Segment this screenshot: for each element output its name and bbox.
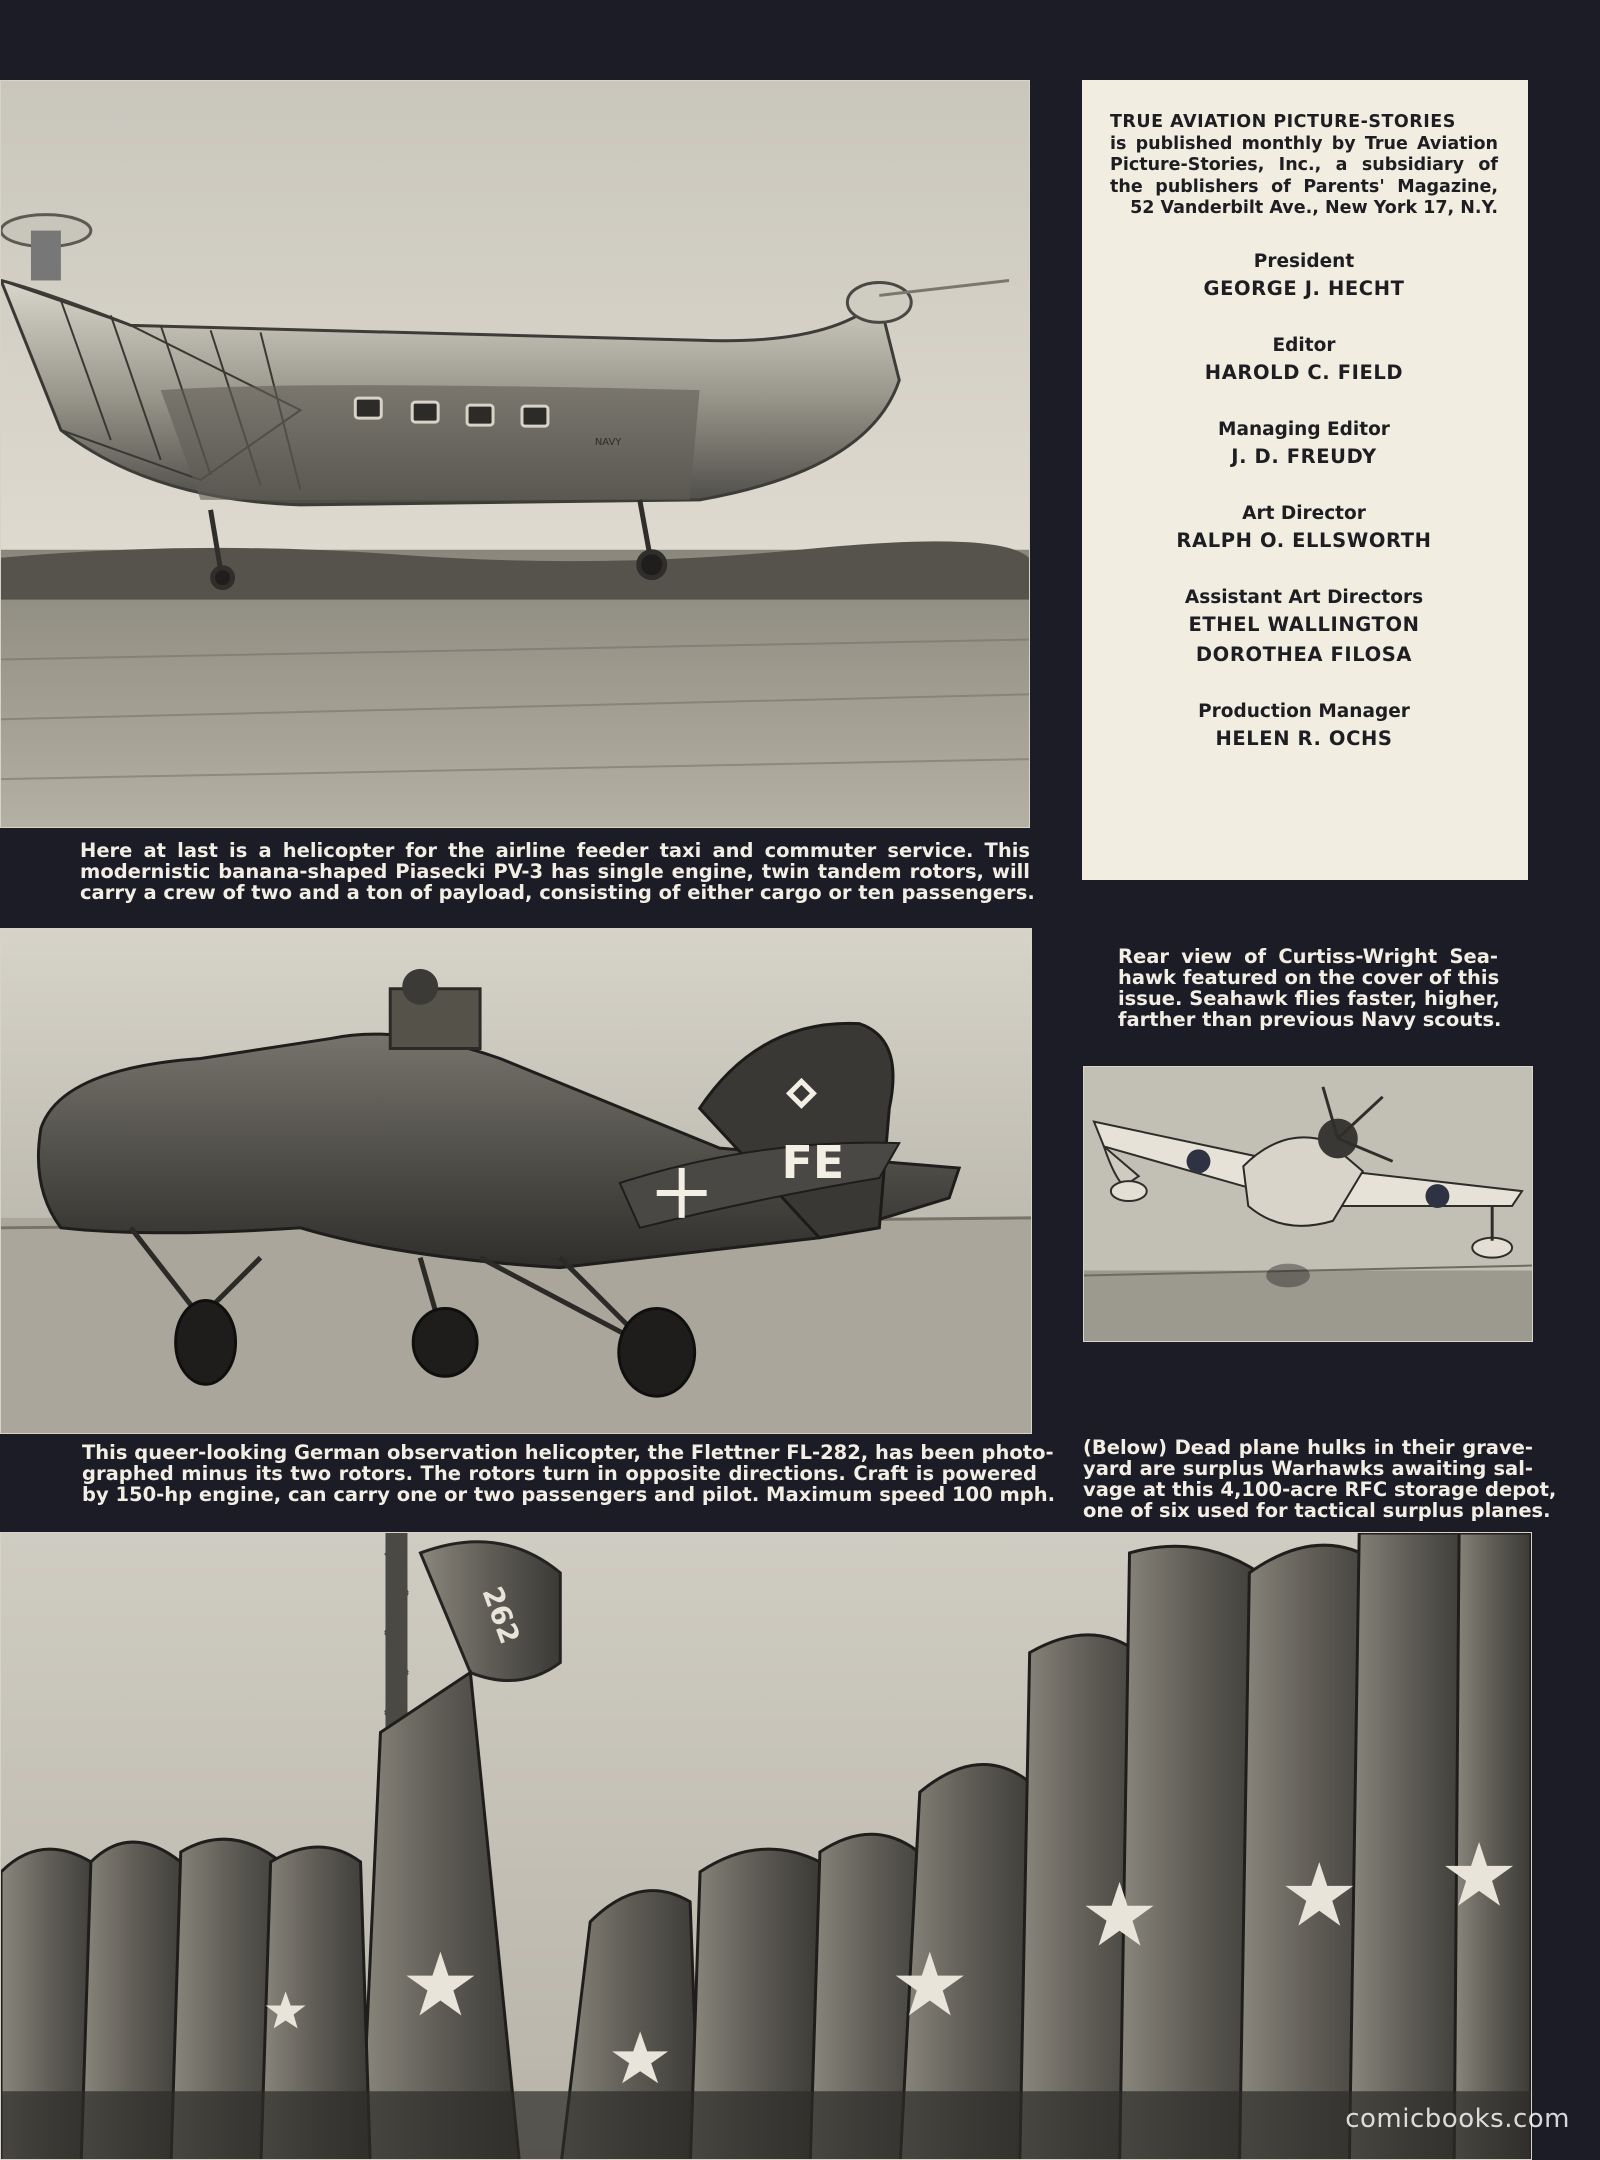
- publisher-address: 52 Vanderbilt Ave., New York 17, N.Y.: [1130, 198, 1498, 218]
- staff-role: Editor: [1272, 334, 1336, 356]
- caption-line: yard are surplus Warhawks awaiting sal-: [1083, 1457, 1533, 1480]
- warhawks-caption: [1083, 1436, 1557, 1522]
- staff-managing-editor: [1110, 418, 1498, 472]
- caption-line: Rear view of Curtiss-Wright Sea-: [1118, 945, 1498, 968]
- caption-line: This queer-looking German observation helicopter, the Flettner FL-282, has been photo-: [82, 1441, 1054, 1464]
- staff-role: Art Director: [1242, 502, 1366, 524]
- curtiss-seahawk-photo: [1083, 1066, 1533, 1342]
- piasecki-caption: [80, 839, 1035, 904]
- publisher-line: Picture-Stories, Inc., a subsidiary of: [1110, 155, 1498, 175]
- staff-name: DOROTHEA FILOSA: [1195, 642, 1413, 666]
- staff-role: Managing Editor: [1218, 418, 1390, 440]
- warhawk-tail-number: 262: [475, 1582, 527, 1649]
- caption-line: (Below) Dead plane hulks in their grave-: [1083, 1436, 1533, 1459]
- masthead-publisher-statement: [1110, 112, 1498, 220]
- publisher-line: the publishers of Parents' Magazine,: [1110, 176, 1498, 197]
- staff-role: Assistant Art Directors: [1184, 586, 1424, 608]
- staff-president: [1110, 250, 1498, 304]
- site-watermark: comicbooks.com: [1345, 2104, 1570, 2134]
- staff-production-manager: [1110, 700, 1498, 754]
- staff-assistant-art-directors: [1110, 586, 1498, 670]
- staff-role: President: [1253, 250, 1355, 272]
- caption-line: issue. Seahawk flies faster, higher,: [1118, 987, 1500, 1010]
- caption-line: carry a crew of two and a ton of payload, consisting of either cargo or ten passengers.: [80, 881, 1035, 904]
- flettner-fl282-photo: [0, 928, 1032, 1434]
- staff-name: HELEN R. OCHS: [1215, 726, 1393, 750]
- caption-line: vage at this 4,100-acre RFC storage depot,: [1083, 1478, 1557, 1501]
- caption-line: modernistic banana-shaped Piasecki PV-3 has single engine, twin tandem rotors, will: [80, 860, 1030, 883]
- masthead-panel: [1082, 80, 1528, 880]
- caption-line: farther than previous Navy scouts.: [1118, 1008, 1502, 1031]
- staff-name: RALPH O. ELLSWORTH: [1176, 528, 1432, 552]
- fuselage-marking: NAVY: [594, 437, 622, 449]
- staff-art-director: [1110, 502, 1498, 556]
- flettner-code-marking: FE: [781, 1135, 845, 1190]
- caption-line: hawk featured on the cover of this: [1118, 966, 1500, 989]
- staff-name: J. D. FREUDY: [1231, 444, 1377, 468]
- caption-line: one of six used for tactical surplus planes.: [1083, 1499, 1551, 1522]
- piasecki-pv3-photo: [0, 80, 1030, 828]
- publisher-line: is published monthly by True Aviation: [1110, 133, 1498, 154]
- caption-line: graphed minus its two rotors. The rotors turn in opposite directions. Craft is powered: [82, 1462, 1037, 1485]
- warhawk-graveyard-photo: [0, 1532, 1532, 2160]
- staff-editor: [1110, 334, 1498, 388]
- staff-name: HAROLD C. FIELD: [1204, 360, 1404, 384]
- seahawk-caption: [1118, 945, 1502, 1031]
- staff-name: ETHEL WALLINGTON: [1188, 612, 1420, 636]
- staff-name: GEORGE J. HECHT: [1203, 276, 1405, 300]
- caption-line: Here at last is a helicopter for the airline feeder taxi and commuter service. This: [80, 839, 1030, 862]
- staff-role: Production Manager: [1198, 700, 1410, 722]
- publication-name: TRUE AVIATION PICTURE-STORIES: [1110, 112, 1456, 132]
- flettner-caption: [82, 1441, 1056, 1506]
- caption-line: by 150-hp engine, can carry one or two passengers and pilot. Maximum speed 100 mph.: [82, 1483, 1056, 1506]
